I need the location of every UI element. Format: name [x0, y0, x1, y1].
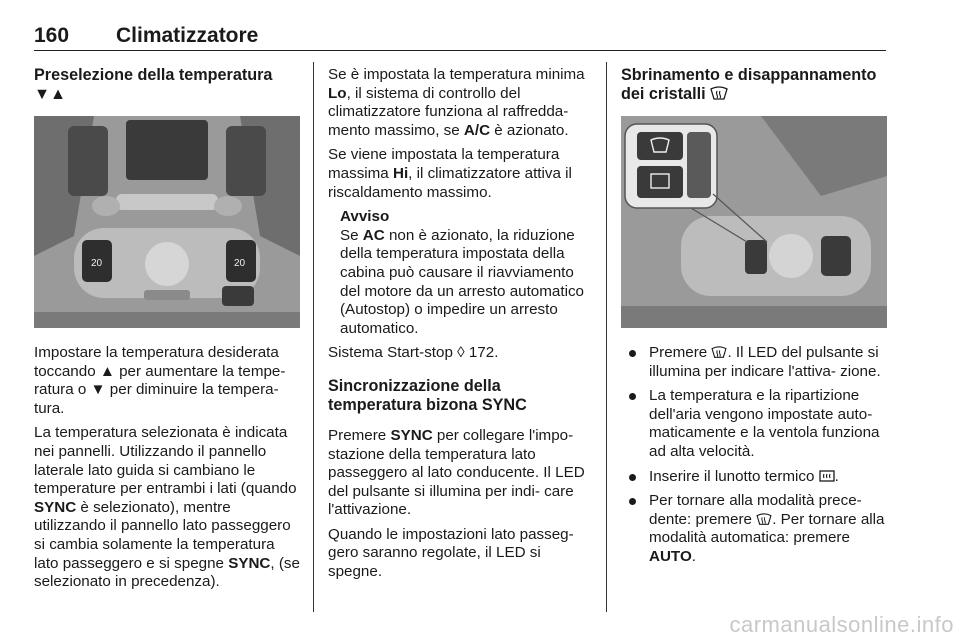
page-number: 160	[34, 24, 70, 47]
column-right	[621, 66, 887, 573]
section-heading-defrost: Sbrinamento e disappannamento dei cristalli	[621, 66, 877, 103]
climate-panel-photo	[34, 116, 300, 328]
rear-window-heater-icon	[819, 470, 835, 483]
defrost-steps	[621, 344, 887, 567]
paragraph: Premere SYNC per collegare l'impo- stazione della temperatura lato passeggero al lato conducente. Il LED del pulsante si illumina per indi- care l'attivazione.	[328, 426, 585, 519]
column-left	[34, 66, 300, 598]
windscreen-defrost-icon	[756, 513, 772, 526]
svg-text:20: 20	[91, 258, 103, 269]
cross-reference: Sistema Start-stop ◊ 172.	[328, 344, 499, 362]
paragraph: Impostare la temperatura desiderata toccando ▲ per aumentare la tempe- ratura o ▼ per diminuire la tempera- tura.	[34, 344, 286, 417]
defrost-button-photo	[621, 116, 887, 328]
chapter-title: Climatizzatore	[116, 24, 259, 47]
list-item: La temperatura e la ripartizione dell'aria vengono impostate auto- maticamente e la ventola funziona ad alta velocità.	[621, 387, 887, 461]
list-item: Premere . Il LED del pulsante si illumina per indicare l'attiva- zione.	[621, 344, 887, 381]
notice-title: Avviso	[340, 208, 390, 226]
paragraph: Se viene impostata la temperatura massima Hi, il climatizzatore attiva il riscaldamento massimo.	[328, 146, 572, 201]
page-header	[34, 22, 886, 51]
paragraph: Quando le impostazioni lato passeg- gero saranno regolate, il LED si spegne.	[328, 525, 574, 581]
list-item: Per tornare alla modalità prece- dente: premere . Per tornare alla modalità automatica: premere AUTO.	[621, 492, 887, 566]
paragraph: Se è impostata la temperatura minima Lo, il sistema di controllo del climatizzatore funziona al raffredda- mento massimo, se A/C è azionato.	[328, 66, 585, 139]
list-item: Inserire il lunotto termico .	[621, 468, 887, 487]
column-middle	[328, 66, 594, 588]
section-heading-temperature: Preselezione della temperatura ▼▲	[34, 66, 273, 103]
paragraph: La temperatura selezionata è indicata nei pannelli. Utilizzando il pannello laterale lato guida si cambiano le temperature per entrambi i lati (quando SYNC è selezionato), mentre utilizzando il pannello lato passeggero si cambia solamente la temperatura lato passeggero e si spegne SYNC, (se selezionato in precedenza).	[34, 424, 300, 591]
column-divider	[606, 62, 607, 612]
windscreen-defrost-icon	[710, 86, 728, 101]
windscreen-defrost-icon	[711, 346, 727, 359]
notice-text: Se AC non è azionato, la riduzione della temperatura impostata della cabina può causare il riavviamento del motore da un arresto automatico (Autostop) o impedire un arresto automatico.	[340, 226, 584, 337]
watermark: carmanualsonline.info	[729, 612, 954, 637]
svg-text:20: 20	[234, 258, 246, 269]
column-divider	[313, 62, 314, 612]
section-heading-sync: Sincronizzazione della temperatura bizona SYNC	[328, 376, 527, 414]
notice-box	[340, 208, 594, 338]
